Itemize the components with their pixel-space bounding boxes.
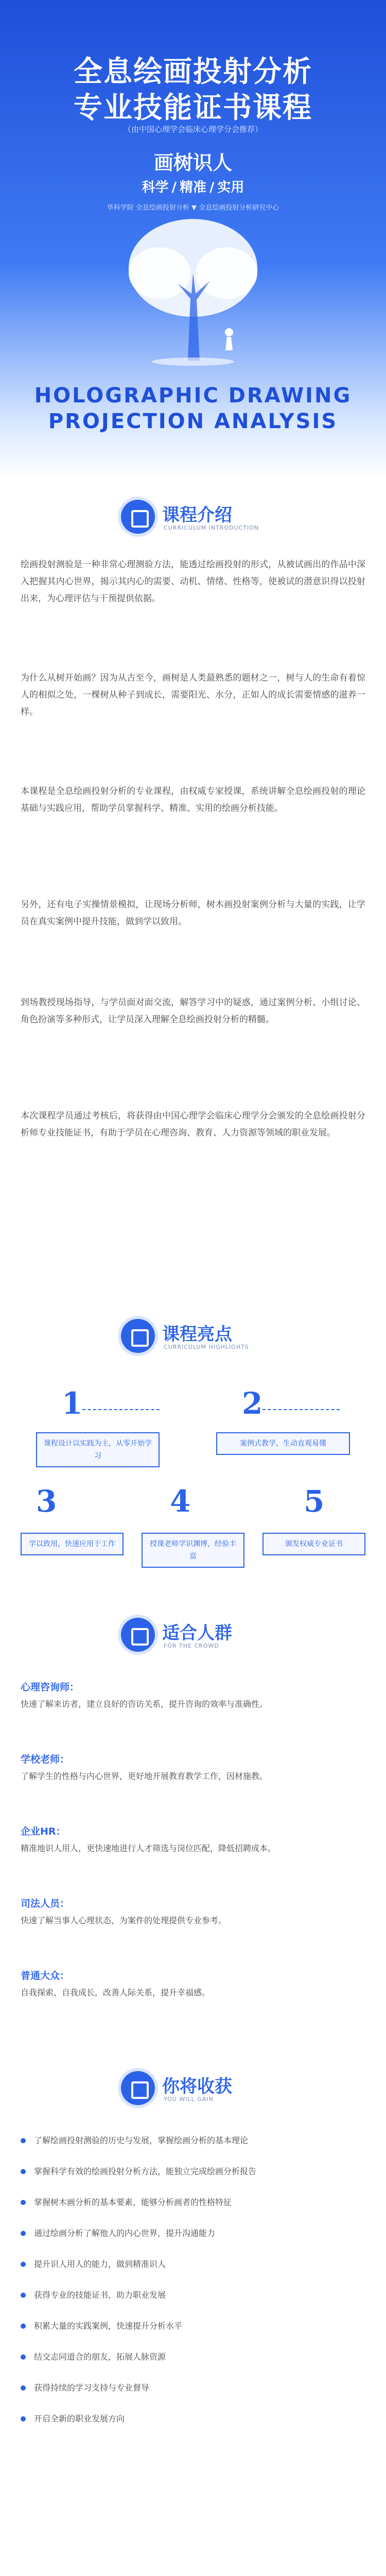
outcome-item: 获得持续的学习支持与专业督导 <box>21 2380 365 2396</box>
highlight-number: 1 <box>62 1386 83 1421</box>
book-icon <box>121 500 155 534</box>
outcome-item: 积累大量的实践案例，快速提升分析水平 <box>21 2318 365 2334</box>
section-highlights-header <box>0 1319 386 1360</box>
highlight-divider <box>262 1409 340 1410</box>
highlight-box: 颁发权威专业证书 <box>262 1533 365 1555</box>
hero-subtitle: （由中国心理学会临床心理学分会推荐） <box>123 125 262 134</box>
hero-english-line1: HOLOGRAPHIC DRAWING <box>34 384 352 408</box>
outcome-item: 掌握科学有效的绘画投射分析方法，能独立完成绘画分析报告 <box>21 2164 365 2179</box>
outcome-item: 了解绘画投射测验的历史与发展，掌握绘画分析的基本理论 <box>21 2133 365 2148</box>
audience-label: 心理咨询师： <box>21 1682 80 1693</box>
intro-paragraph: 为什么从树开始画？因为从古至今，画树是人类最熟悉的题材之一，树与人的生命有着惊人的相似之处，一棵树从种子到成长，需要阳光、水分，正如人的成长需要情感的滋养一样。 <box>21 673 365 717</box>
audience-group <box>21 1680 365 1712</box>
section-subtitle: YOU WILL GAIN <box>164 2096 214 2103</box>
hero-badges: 科学 / 精准 / 实用 <box>0 177 386 196</box>
highlight-number: 5 <box>304 1484 325 1519</box>
badge-accurate: 精准 <box>179 180 206 195</box>
badge-scientific: 科学 <box>142 180 169 195</box>
section-title: 课程介绍 <box>162 505 232 526</box>
section-intro-header <box>0 500 386 541</box>
intro-paragraph: 到场教授现场指导，与学员面对面交流，解答学习中的疑惑，通过案例分析、小组讨论、角色扮演等多种形式，让学员深入理解全息绘画投射分析的精髓。 <box>21 997 365 1025</box>
tree-illustration <box>118 211 268 366</box>
hero-title-line2: 专业技能证书课程 <box>74 91 312 125</box>
highlight-number: 3 <box>36 1484 57 1519</box>
outcome-item: 提升识人用人的能力，做到精准识人 <box>21 2257 365 2272</box>
users-icon <box>121 1618 155 1652</box>
audience-text: 精准地识人用人，更快速地进行人才筛选与岗位匹配，降低招聘成本。 <box>21 1843 276 1853</box>
hero-english-line2: PROJECTION ANALYSIS <box>48 410 338 433</box>
hero-banner <box>0 0 386 479</box>
highlight-box: 案例式教学，生动直观易懂 <box>216 1432 350 1455</box>
star-icon <box>121 1319 155 1353</box>
outcome-item: 通过绘画分析了解他人的内心世界，提升沟通能力 <box>21 2226 365 2241</box>
audience-label: 普通大众： <box>21 1970 70 1981</box>
audience-group <box>21 1752 365 1784</box>
intro-paragraph: 本次课程学员通过考核后，将获得由中国心理学会临床心理学分会颁发的全息绘画投射分析师专业技能证书，有助于学员在心理咨询、教育、人力资源等领域的职业发展。 <box>21 1111 365 1138</box>
intro-paragraph: 本课程是全息绘画投射分析的专业课程，由权威专家授课，系统讲解全息绘画投射的理论基础与实践应用，帮助学员掌握科学、精准、实用的绘画分析技能。 <box>21 786 365 814</box>
gift-icon <box>121 2071 155 2105</box>
outcome-item: 开启全新的职业发展方向 <box>21 2411 365 2427</box>
hero-title-line1: 全息绘画投射分析 <box>74 55 312 89</box>
audience-text: 自我探索、自我成长，改善人际关系，提升幸福感。 <box>21 1988 210 1997</box>
highlight-box: 学以致用，快速应用于工作 <box>21 1533 124 1555</box>
highlight-box: 授课老师学识渊博，经验丰富 <box>142 1533 244 1568</box>
section-subtitle: CURRICULUM INTRODUCTION <box>164 524 259 531</box>
highlight-box: 课程设计以实践为主，从零开始学习 <box>36 1432 160 1467</box>
hero-heading: 画树识人 <box>153 151 232 174</box>
audience-label: 司法人员： <box>21 1898 70 1909</box>
section-subtitle: FOR THE CROWD <box>164 1642 219 1649</box>
audience-group <box>21 1896 365 1928</box>
outcome-item: 结交志同道合的朋友，拓展人脉资源 <box>21 2349 365 2365</box>
audience-label: 学校老师： <box>21 1754 70 1765</box>
highlight-number: 2 <box>242 1386 263 1421</box>
section-title: 适合人群 <box>162 1623 232 1643</box>
section-audience-header <box>0 1618 386 1659</box>
section-title: 你将收获 <box>162 2076 232 2097</box>
outcome-item: 掌握树木画分析的基本要素，能够分析画者的性格特征 <box>21 2195 365 2210</box>
section-title: 课程亮点 <box>162 1324 232 1345</box>
outcome-item: 获得专业的技能证书，助力职业发展 <box>21 2287 365 2303</box>
intro-paragraph: 绘画投射测验是一种非常心理测验方法，能透过绘画投射的形式，从被试画出的作品中深入把握其内心世界，揭示其内心的需要、动机、情绪、性格等，使被试的潜意识得以投射出来，为心理评估与干预提供依据。 <box>21 560 365 604</box>
section-subtitle: CURRICULUM HIGHLIGHTS <box>164 1344 249 1350</box>
audience-text: 快速了解当事人心理状态，为案件的处理提供专业参考。 <box>21 1916 227 1925</box>
highlight-divider <box>82 1409 160 1410</box>
audience-text: 快速了解来访者，建立良好的咨访关系，提升咨询的效率与准确性。 <box>21 1699 268 1709</box>
section-outcomes-header <box>0 2071 386 2112</box>
hero-org-line: 华科学院 全息绘画投射分析 ▼ 全息绘画投射分析研究中心 <box>107 204 279 212</box>
audience-group <box>21 1824 365 1856</box>
badge-practical: 实用 <box>217 180 244 195</box>
audience-label: 企业HR： <box>21 1826 66 1837</box>
highlight-number: 4 <box>170 1484 191 1519</box>
audience-text: 了解学生的性格与内心世界，更好地开展教育教学工作，因材施教。 <box>21 1771 268 1781</box>
audience-group <box>21 1968 365 2001</box>
intro-paragraph: 另外，还有电子实操情景模拟，让现场分析师，树木画投射案例分析与大量的实践，让学员在真实案例中提升技能，做到学以致用。 <box>21 900 365 927</box>
